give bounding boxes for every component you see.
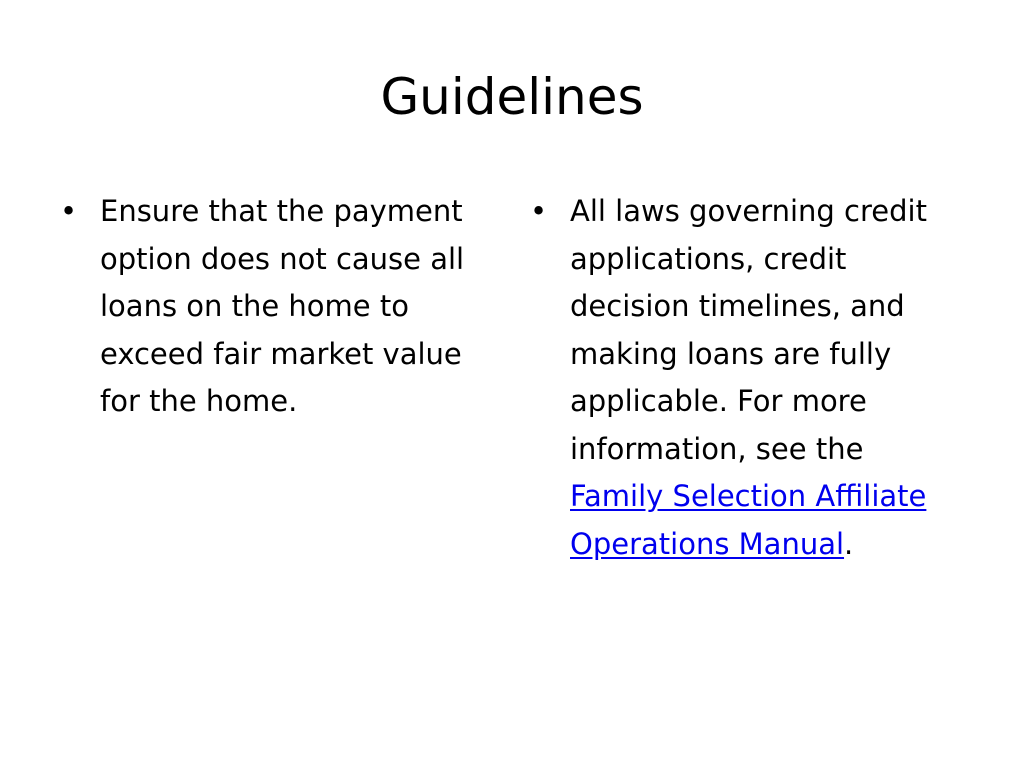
bullet-icon: • bbox=[60, 194, 78, 228]
left-column bbox=[60, 188, 480, 426]
bullet-item-laws bbox=[530, 188, 950, 568]
bullet-text-laws: All laws governing credit applications, credit decision timelines, and making loans are fully applicable. For more information, see the bbox=[570, 194, 927, 466]
bullet-icon: • bbox=[530, 194, 548, 228]
right-column bbox=[530, 188, 950, 568]
slide-title: Guidelines bbox=[380, 68, 644, 126]
bullet-item-payment-option bbox=[60, 188, 480, 426]
bullet-text-period: . bbox=[844, 526, 854, 561]
family-selection-manual-link[interactable]: Family Selection Affiliate Operations Manual bbox=[570, 479, 927, 561]
bullet-text-payment-option: Ensure that the payment option does not cause all loans on the home to exceed fair market value for the home. bbox=[100, 194, 465, 418]
